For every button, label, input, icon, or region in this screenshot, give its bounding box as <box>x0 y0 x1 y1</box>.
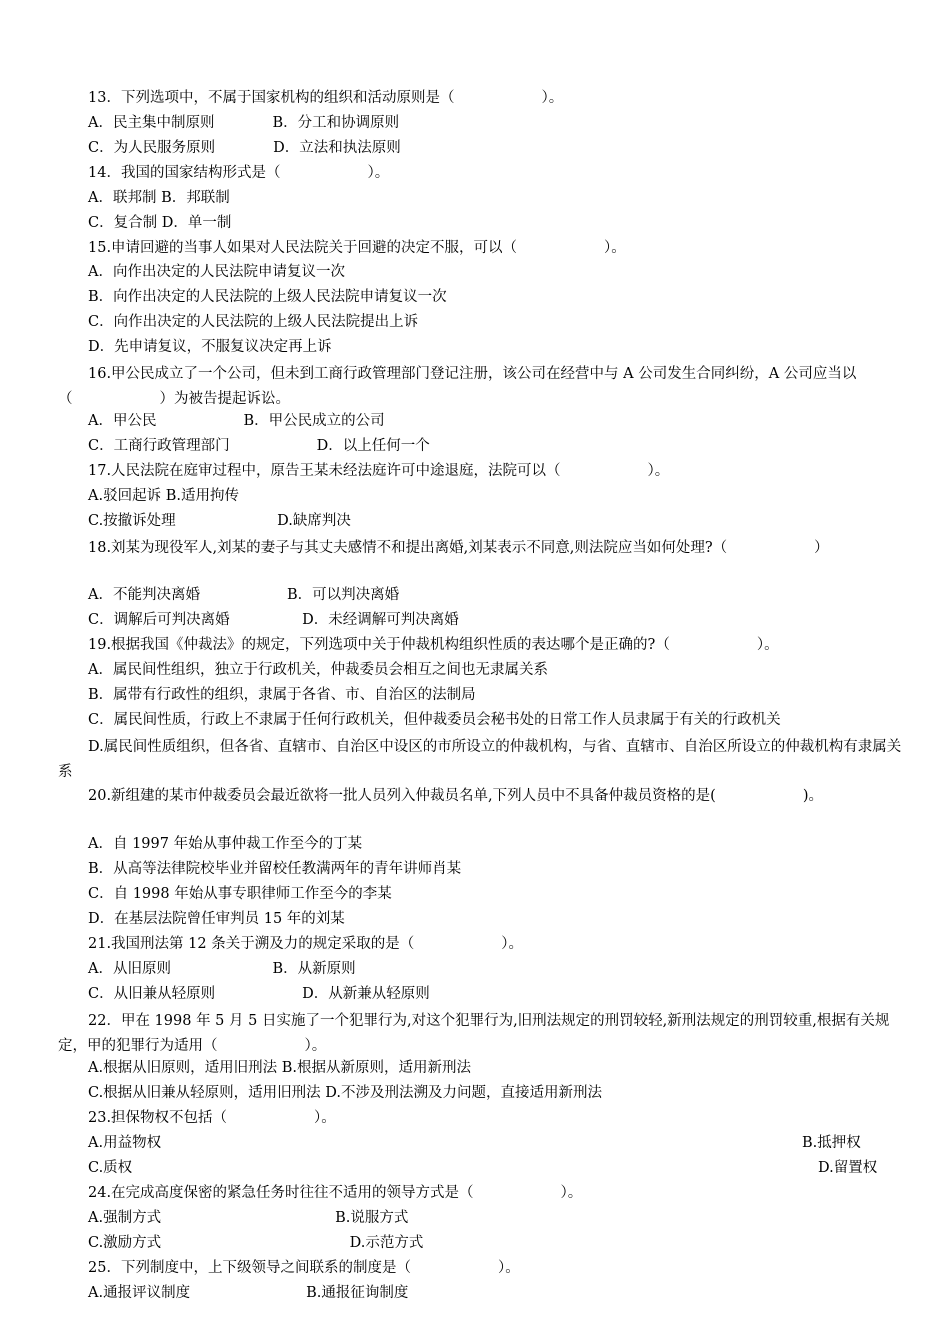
question-13-options-ab: A．民主集中制原则 B．分工和协调原则 <box>88 115 400 131</box>
question-24-options-ab: A.强制方式 B.说服方式 <box>88 1210 409 1226</box>
question-13-options-cd: C．为人民服务原则 D．立法和执法原则 <box>88 140 401 156</box>
question-23-stem: 23.担保物权不包括（ ）。 <box>88 1110 336 1126</box>
question-22-stem: 22．甲在 1998 年 5 月 5 日实施了一个犯罪行为,对这个犯罪行为,旧刑法规定的刑罚较轻,新刑法规定的刑罚较重,根据有关规定，甲的犯罪行为适用（ ）。 <box>58 1013 890 1054</box>
question-22-options-cd: C.根据从旧兼从轻原则，适用旧刑法 D.不涉及刑法溯及力问题，直接适用新刑法 <box>88 1085 603 1101</box>
question-17-options-ab: A.驳回起诉 B.适用拘传 <box>88 488 239 504</box>
question-19-stem: 19.根据我国《仲裁法》的规定，下列选项中关于仲裁机构组织性质的表达哪个是正确的?（ ）。 <box>88 637 779 653</box>
question-19-option-b: B．属带有行政性的组织，隶属于各省、市、自治区的法制局 <box>88 687 476 703</box>
question-13-stem: 13．下列选项中，不属于国家机构的组织和活动原则是（ ）。 <box>88 90 564 106</box>
question-21-options-cd: C．从旧兼从轻原则 D．从新兼从轻原则 <box>88 986 430 1002</box>
question-15-option-b: B．向作出决定的人民法院的上级人民法院申请复议一次 <box>88 289 447 305</box>
question-15-option-a: A．向作出决定的人民法院申请复议一次 <box>88 264 345 280</box>
question-23-option-b: B.抵押权 <box>802 1135 861 1151</box>
question-16-options-cd: C．工商行政管理部门 D．以上任何一个 <box>88 438 430 454</box>
question-20-option-d: D．在基层法院曾任审判员 15 年的刘某 <box>88 911 345 927</box>
question-20-stem: 20.新组建的某市仲裁委员会最近欲将一批人员列入仲裁员名单,下列人员中不具备仲裁员资格的是( )。 <box>88 788 823 804</box>
question-19-option-c: C．属民间性质，行政上不隶属于任何行政机关，但仲裁委员会秘书处的日常工作人员隶属于有关的行政机关 <box>88 712 781 728</box>
question-22-options-ab: A.根据从旧原则，适用旧刑法 B.根据从新原则，适用新刑法 <box>88 1060 471 1076</box>
question-15-stem: 15.申请回避的当事人如果对人民法院关于回避的决定不服，可以（ ）。 <box>88 240 626 256</box>
question-19-option-d: D.属民间性质组织，但各省、直辖市、自治区中设区的市所设立的仲裁机构，与省、直辖市、自治区所设立的仲裁机构有隶属关系 <box>58 739 902 780</box>
question-21-stem: 21.我国刑法第 12 条关于溯及力的规定采取的是（ ）。 <box>88 936 523 952</box>
question-23-option-c: C.质权 <box>88 1160 133 1176</box>
question-24-stem: 24.在完成高度保密的紧急任务时往往不适用的领导方式是（ ）。 <box>88 1185 583 1201</box>
question-14-options-cd: C．复合制 D．单一制 <box>88 215 232 231</box>
question-14-stem: 14．我国的国家结构形式是（ ）。 <box>88 165 390 181</box>
question-18-options-cd: C．调解后可判决离婚 D．未经调解可判决离婚 <box>88 612 459 628</box>
question-16-options-ab: A．甲公民 B．甲公民成立的公司 <box>88 413 385 429</box>
question-24-options-cd: C.激励方式 D.示范方式 <box>88 1235 424 1251</box>
question-21-options-ab: A．从旧原则 B．从新原则 <box>88 961 356 977</box>
question-25-options-ab: A.通报评议制度 B.通报征询制度 <box>88 1285 409 1301</box>
question-25-stem: 25．下列制度中，上下级领导之间联系的制度是（ ）。 <box>88 1260 520 1276</box>
question-18-options-ab: A．不能判决离婚 B．可以判决离婚 <box>88 587 400 603</box>
question-17-options-cd: C.按撤诉处理 D.缺席判决 <box>88 513 351 529</box>
question-23-option-d: D.留置权 <box>818 1160 878 1176</box>
question-14-options-ab: A．联邦制 B．邦联制 <box>88 190 230 206</box>
question-20-option-b: B．从高等法律院校毕业并留校任教满两年的青年讲师肖某 <box>88 861 462 877</box>
question-20-option-c: C．自 1998 年始从事专职律师工作至今的李某 <box>88 886 392 902</box>
question-15-option-c: C．向作出决定的人民法院的上级人民法院提出上诉 <box>88 314 419 330</box>
question-17-stem: 17.人民法院在庭审过程中，原告王某未经法庭许可中途退庭，法院可以（ ）。 <box>88 463 670 479</box>
question-15-option-d: D．先申请复议，不服复议决定再上诉 <box>88 339 332 355</box>
question-18-stem: 18.刘某为现役军人,刘某的妻子与其丈夫感情不和提出离婚,刘某表示不同意,则法院应当如何处理?（ ） <box>88 540 829 556</box>
question-23-option-a: A.用益物权 <box>88 1135 162 1151</box>
question-16-stem: 16.甲公民成立了一个公司，但未到工商行政管理部门登记注册，该公司在经营中与 A 公司发生合同纠纷，A 公司应当以（ ）为被告提起诉讼。 <box>58 366 857 407</box>
question-20-option-a: A．自 1997 年始从事仲裁工作至今的丁某 <box>88 836 363 852</box>
question-19-option-a: A．属民间性组织，独立于行政机关，仲裁委员会相互之间也无隶属关系 <box>88 662 548 678</box>
